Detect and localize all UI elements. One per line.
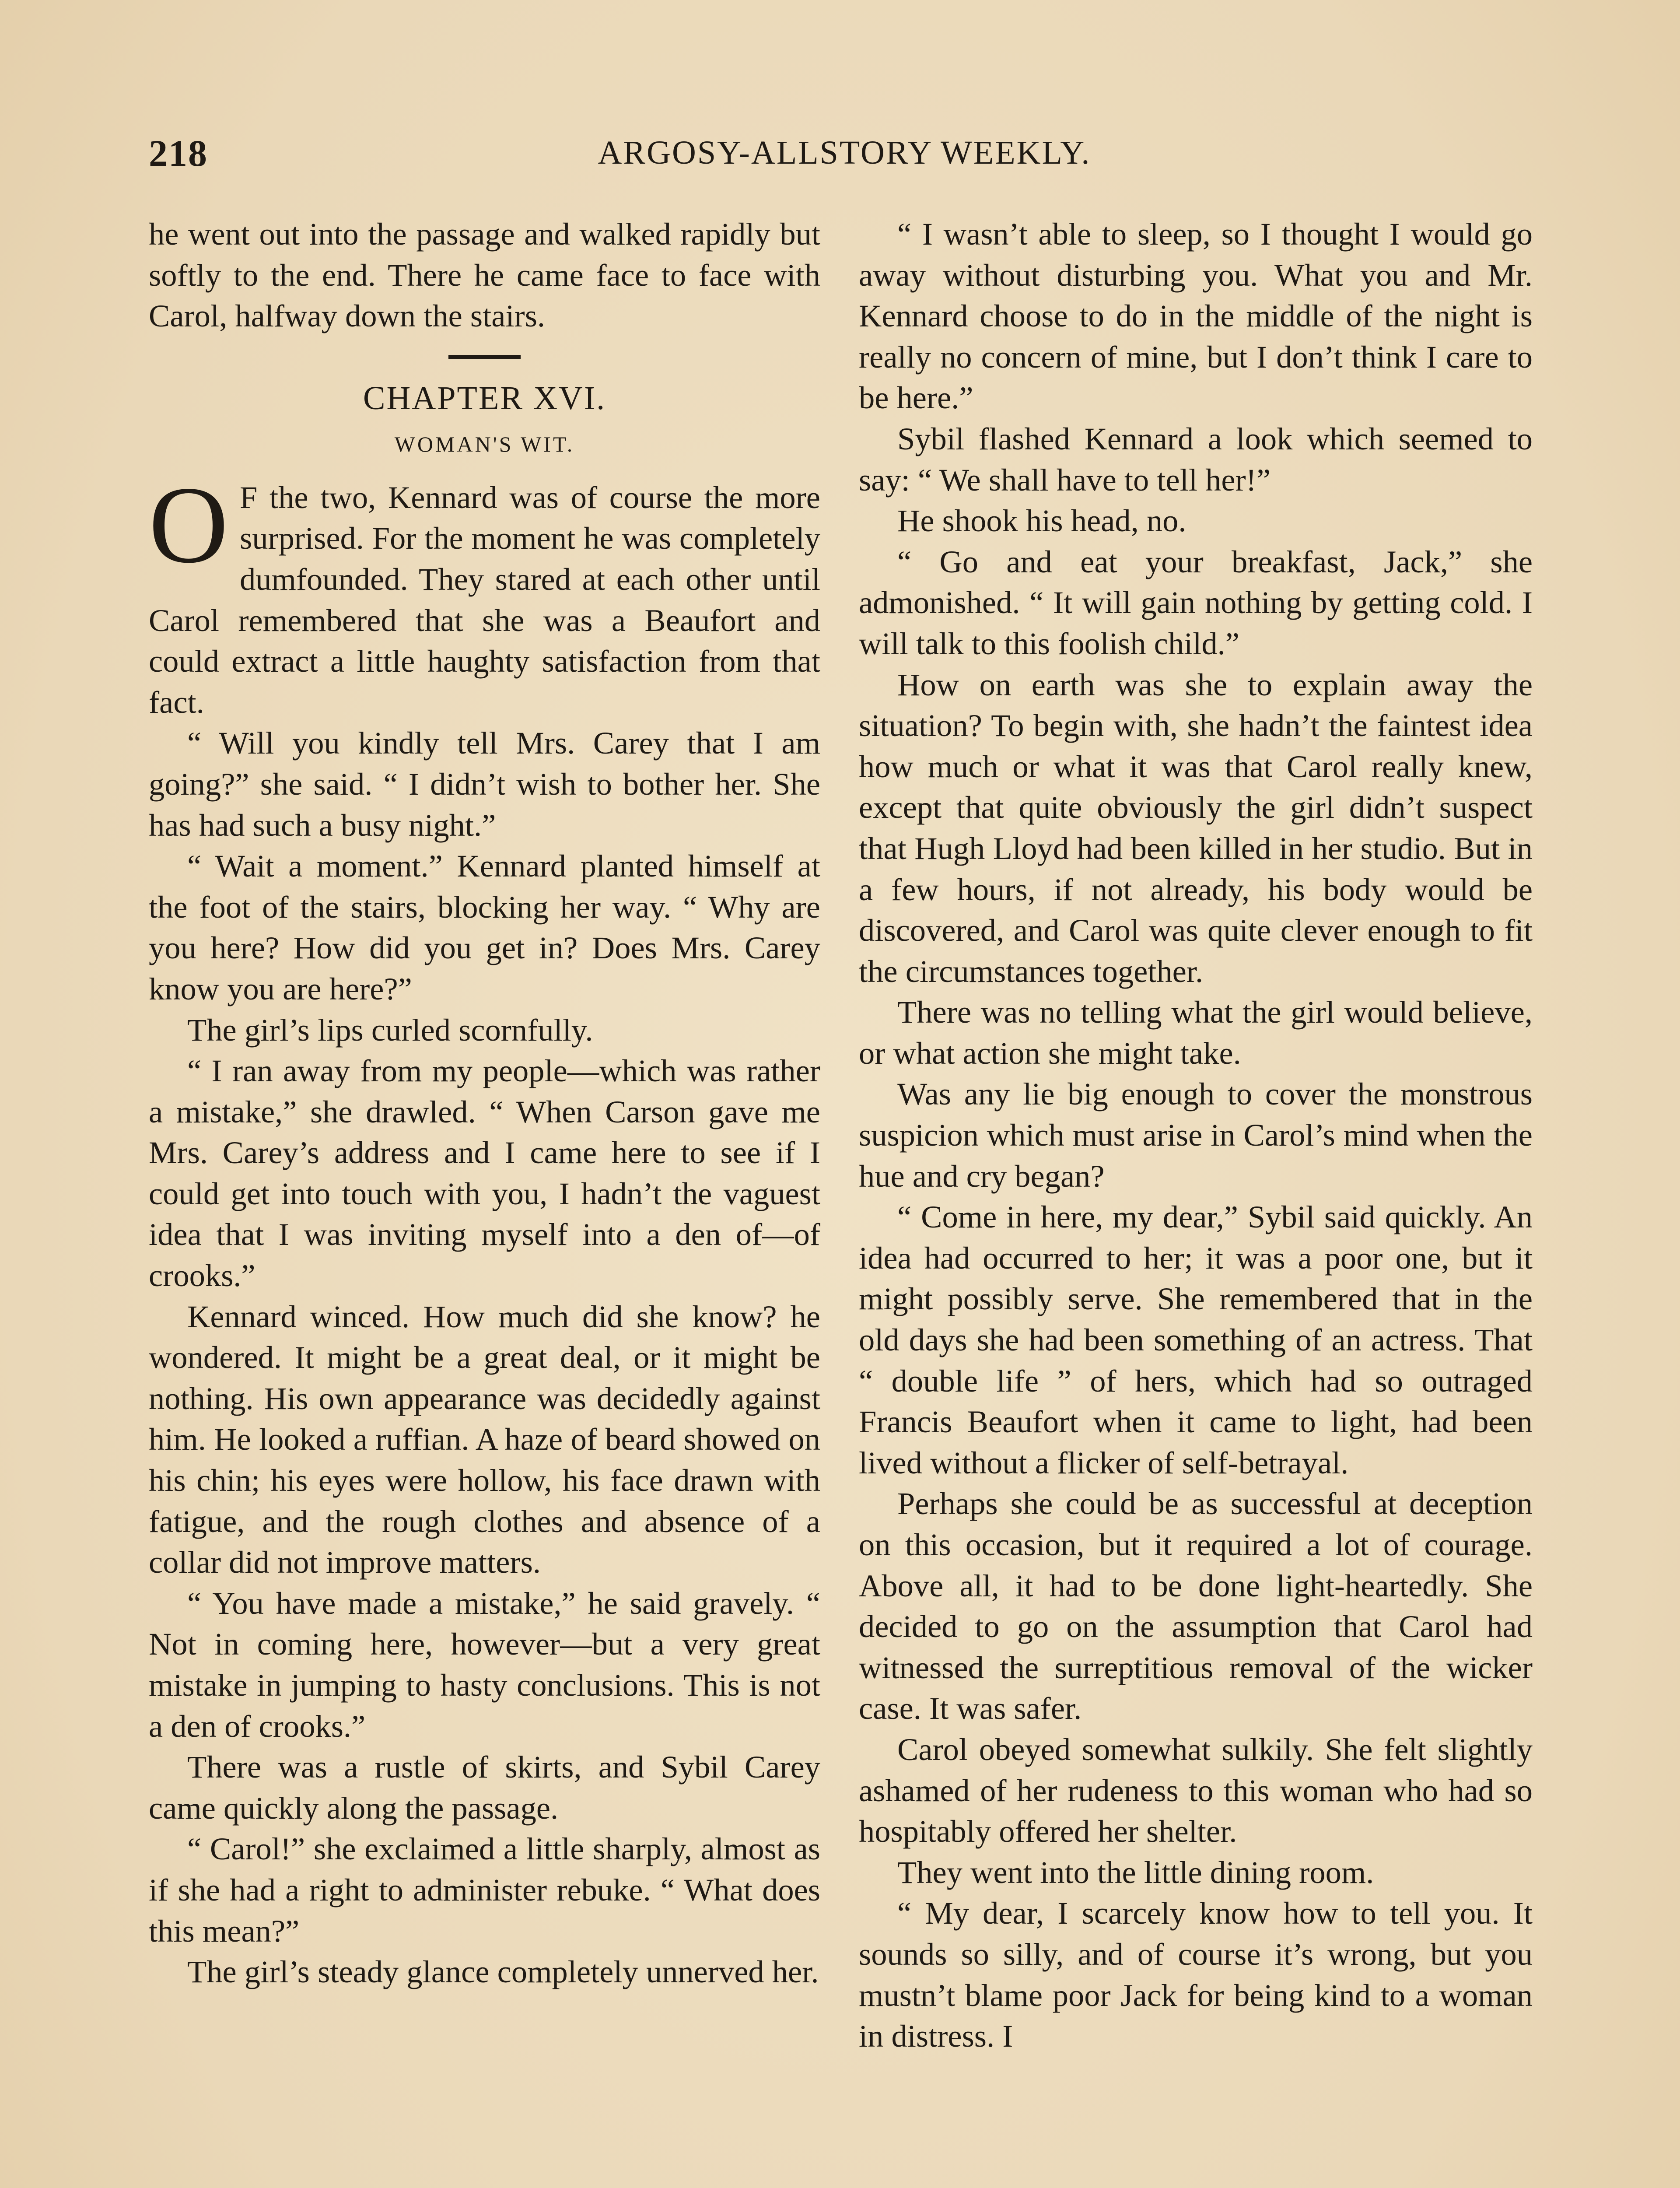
- opening-paragraph: [149, 463, 820, 723]
- paragraph: He shook his head, no.: [897, 503, 1186, 539]
- section-divider: [448, 355, 521, 359]
- paragraph: “ Carol!” she exclaimed a little sharply, almost as if she had a right to administer rebuke. “ What does this mean?”: [149, 1831, 820, 1949]
- chapter-title: CHAPTER XVI.: [363, 379, 606, 417]
- paragraph: “ Come in here, my dear,” Sybil said quickly. An idea had occurred to her; it was a poor one, but it might possibly serve. She remembered that in the old days she had been something of an actress. That “ double life ” of hers, which had so outraged Francis Beaufort when it came to light, had been lived without a flicker of self-betrayal.: [859, 1199, 1533, 1480]
- paragraph: They went into the little dining room.: [897, 1854, 1374, 1890]
- running-title: ARGOSY-ALLSTORY WEEKLY.: [598, 134, 1091, 171]
- paragraph: How on earth was she to explain away the situation? To begin with, she hadn’t the faintest idea how much or what it was that Carol really knew, except that quite obviously the girl didn’t suspect that Hugh Lloyd had been killed in her studio. But in a few hours, if not already, his body would be discovered, and Carol was quite clever enough to fit the circumstances together.: [859, 666, 1533, 989]
- drop-cap: O: [149, 463, 228, 586]
- right-column: [859, 214, 1533, 2188]
- page-number: 218: [149, 132, 208, 174]
- paragraph: There was a rustle of skirts, and Sybil Carey came quickly along the passage.: [149, 1749, 820, 1826]
- left-column: [149, 214, 820, 2188]
- paragraph: The girl’s steady glance completely unnerved her.: [187, 1954, 819, 1990]
- chapter-subtitle: WOMAN'S WIT.: [394, 431, 575, 456]
- paragraph: The girl’s lips curled scornfully.: [187, 1012, 593, 1048]
- paragraph: Sybil flashed Kennard a look which seemed to say: “ We shall have to tell her!”: [859, 421, 1533, 498]
- paragraph: “ I ran away from my people—which was rather a mistake,” she drawled. “ When Carson gave me Mrs. Carey’s address and I came here to see if I could get into touch with you, I hadn’t the vaguest idea that I was inviting myself into a den of—of crooks.”: [149, 1053, 820, 1294]
- paragraph: “ You have made a mistake,” he said gravely. “ Not in coming here, however—but a very great mistake in jumping to hasty conclusions. This is not a den of crooks.”: [149, 1585, 820, 1744]
- paragraph: “ My dear, I scarcely know how to tell you. It sounds so silly, and of course it’s wrong, but you mustn’t blame poor Jack for being kind to a woman in distress. I: [859, 1895, 1533, 2054]
- paragraph: “ I wasn’t able to sleep, so I thought I would go away without disturbing you. What you and Mr. Kennard choose to do in the middle of the night is really no concern of mine, but I don’t think I care to be here.”: [859, 216, 1533, 416]
- paragraph: “ Wait a moment.” Kennard planted himself at the foot of the stairs, blocking her way. “ Why are you here? How did you get in? Does Mrs. Carey know you are here?”: [149, 848, 820, 1006]
- paragraph: “ Will you kindly tell Mrs. Carey that I am going?” she said. “ I didn’t wish to bother her. She has had such a busy night.”: [149, 725, 820, 843]
- paragraph: Kennard winced. How much did she know? he wondered. It might be a great deal, or it might be nothing. His own appearance was decidedly against him. He looked a ruffian. A haze of beard showed on his chin; his eyes were hollow, his face drawn with fatigue, and the rough clothes and absence of a collar did not improve matters.: [149, 1298, 820, 1580]
- opening-paragraph-text: F the two, Kennard was of course the more surprised. For the moment he was completely dumfounded. They stared at each other until Carol remembered that she was a Beaufort and could extract a little haughty satisfaction from that fact.: [149, 479, 820, 720]
- paragraph: “ Go and eat your breakfast, Jack,” she admonished. “ It will gain nothing by getting cold. I will talk to this foolish child.”: [859, 543, 1533, 661]
- paragraph: Was any lie big enough to cover the monstrous suspicion which must arise in Carol’s mind when the hue and cry began?: [859, 1076, 1533, 1194]
- paragraph: Carol obeyed somewhat sulkily. She felt slightly ashamed of her rudeness to this woman who had so hospitably offered her shelter.: [859, 1731, 1533, 1849]
- paragraph: There was no telling what the girl would believe, or what action she might take.: [859, 994, 1533, 1071]
- paragraph: he went out into the passage and walked rapidly but softly to the end. There he came face to face with Carol, halfway down the stairs.: [149, 216, 820, 334]
- paragraph: Perhaps she could be as successful at deception on this occasion, but it required a lot of courage. Above all, it had to be done light-heartedly. She decided to go on the assumption that Carol had witnessed the surreptitious removal of the wicker case. It was safer.: [859, 1486, 1533, 1726]
- page-header: [149, 131, 1540, 184]
